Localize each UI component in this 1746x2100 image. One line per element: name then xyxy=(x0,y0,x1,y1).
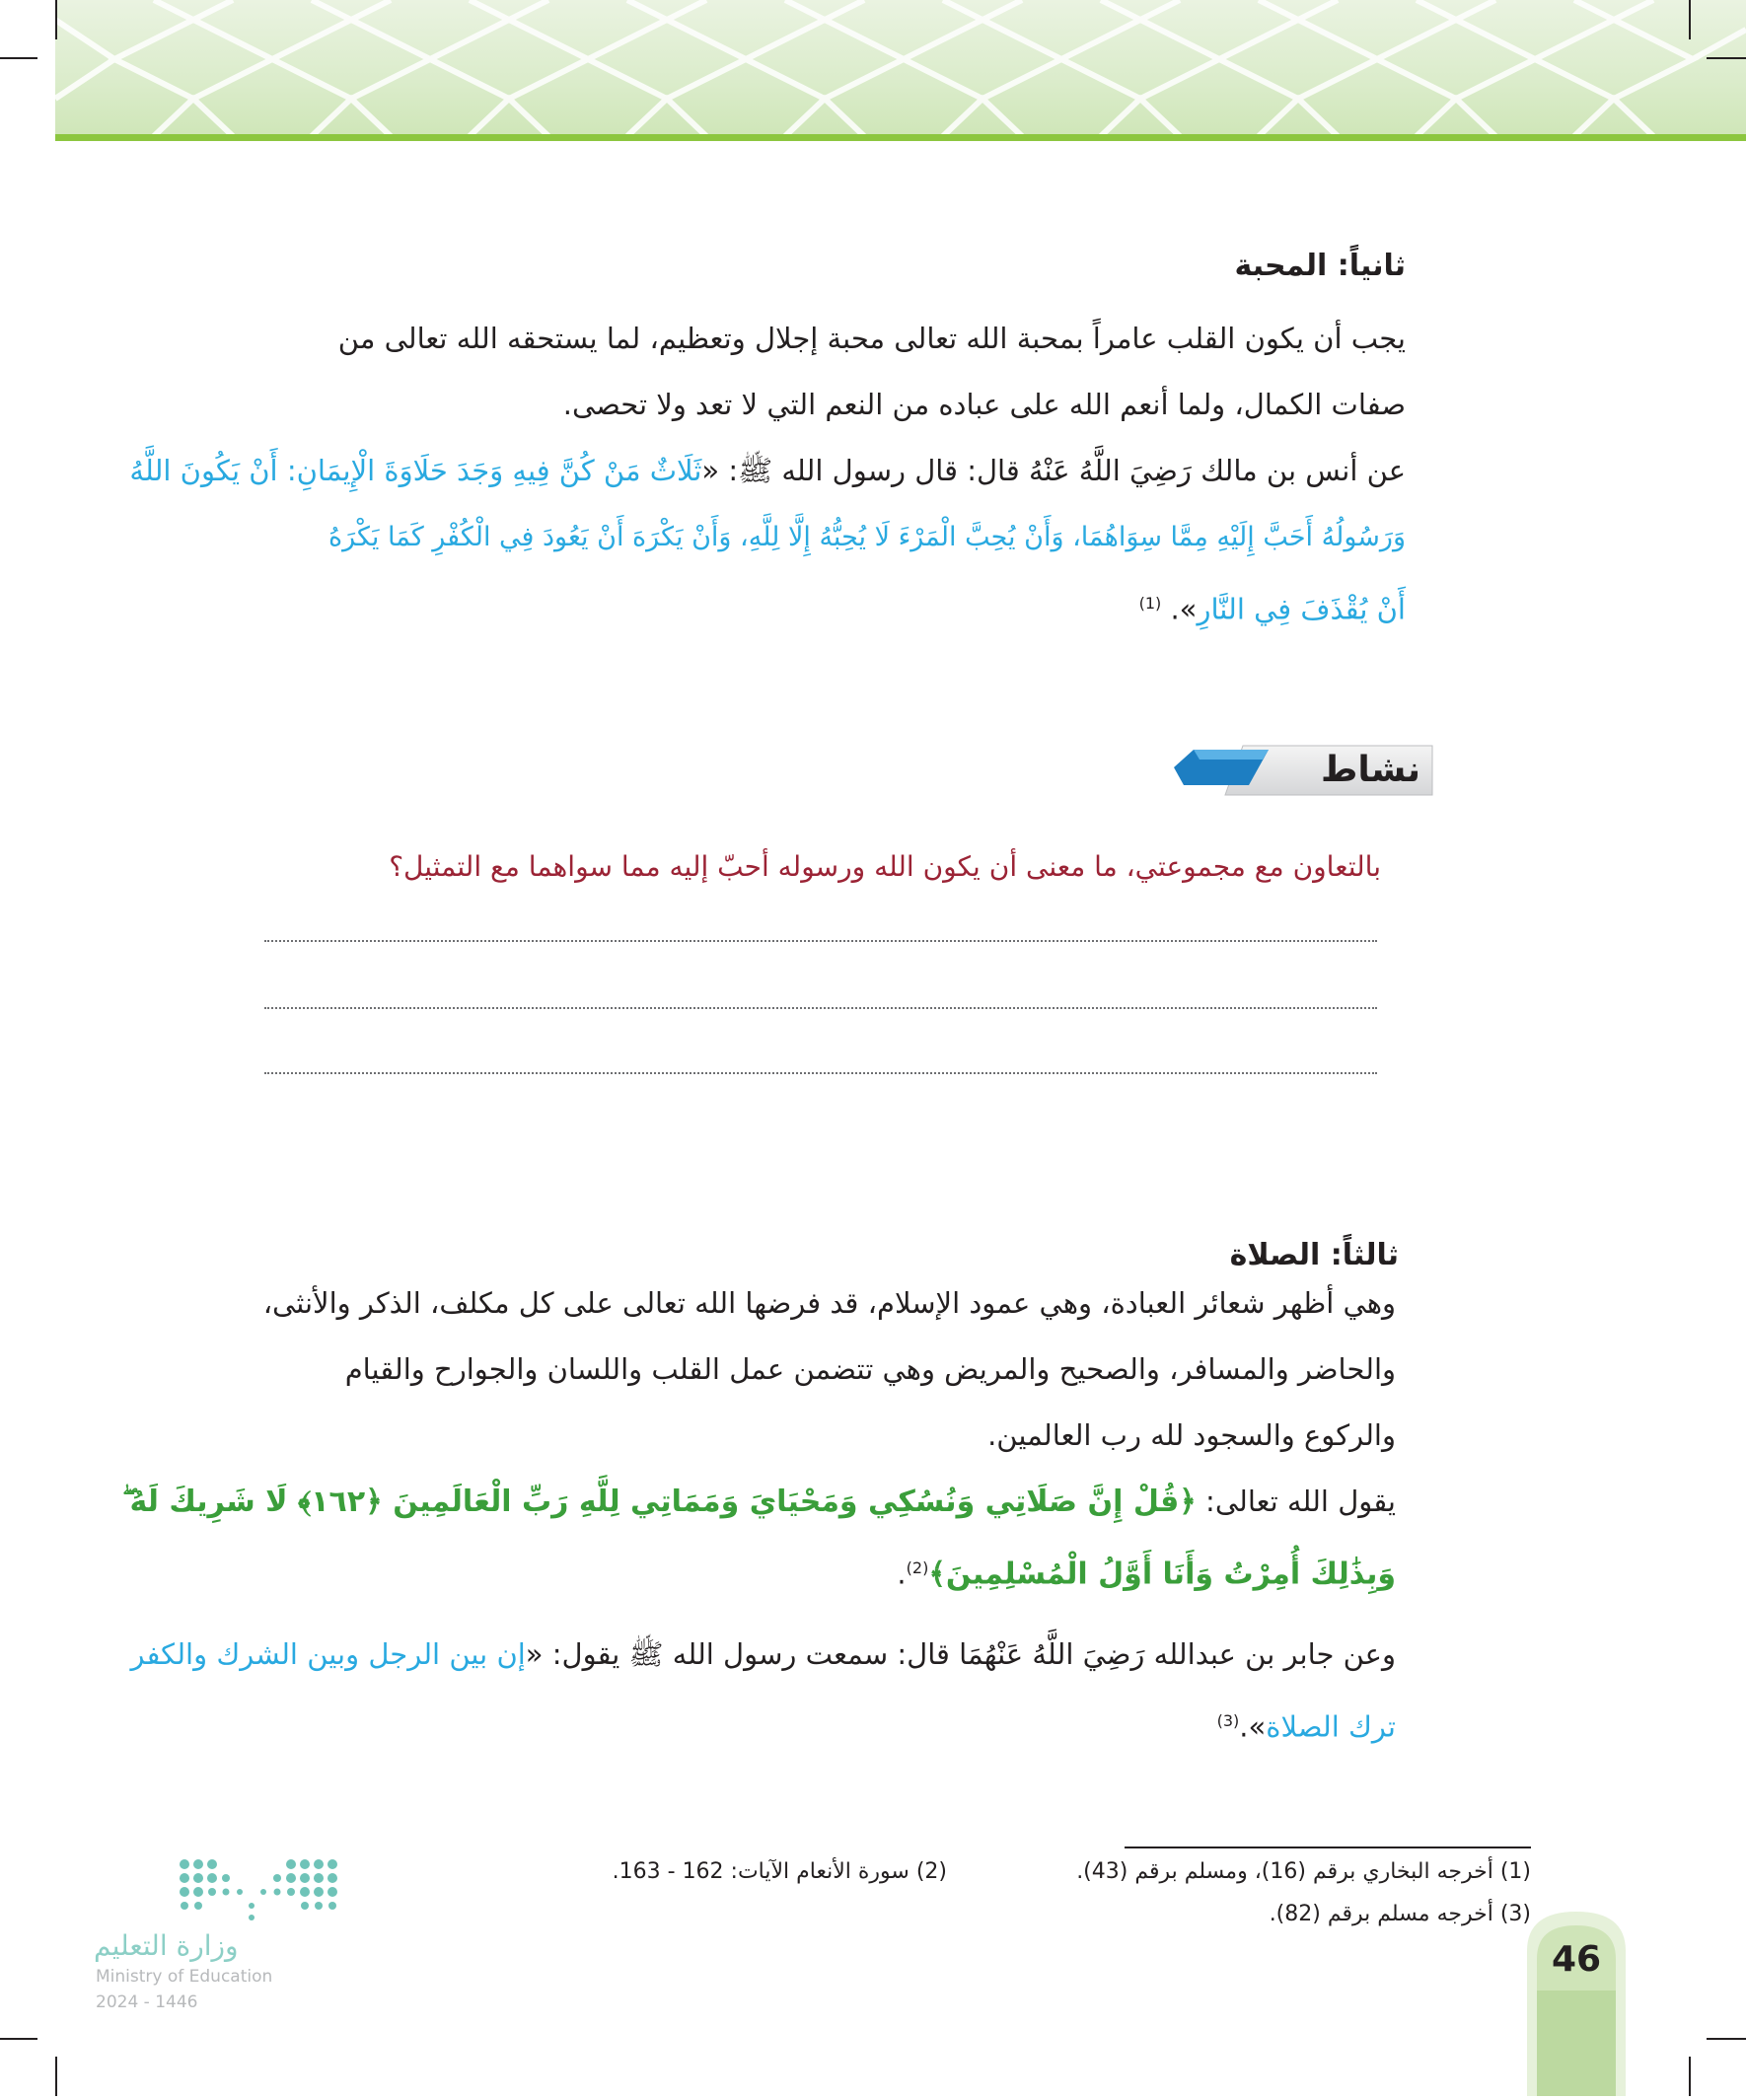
footnote-ref: (3) xyxy=(1216,1710,1240,1730)
jabir-close: ». xyxy=(1239,1709,1267,1744)
paragraph-line: وهي أظهر شعائر العبادة، وهي عمود الإسلام، قد فرضها الله تعالى على كل مكلف، الذكر والأنثى، xyxy=(262,1286,1396,1320)
section-heading-prayer: ثالثاً: الصلاة xyxy=(1229,1238,1399,1272)
header-pattern-band xyxy=(55,0,1746,136)
crop-mark xyxy=(1707,57,1746,59)
activity-question: بالتعاون مع مجموعتي، ما معنى أن يكون الله ورسوله أحبّ إليه مما سواهما مع التمثيل؟ xyxy=(389,850,1381,883)
ministry-arabic-name: وزارة التعليم xyxy=(94,1929,239,1962)
quran-verse: ﴿قُلْ إِنَّ صَلَاتِي وَنُسُكِي وَمَحْيَايَ وَمَمَاتِي لِلَّهِ رَبِّ الْعَالَمِينَ ﴿١٦٢﴾ لَا شَرِيكَ لَهُ ۖ xyxy=(121,1484,1197,1519)
ministry-logo xyxy=(94,1854,360,2022)
crop-mark xyxy=(1689,0,1691,39)
crop-mark xyxy=(1689,2057,1691,2096)
header-green-line xyxy=(55,134,1746,141)
jabir-hadith-line xyxy=(130,1622,1396,1688)
verse-end: . xyxy=(897,1557,907,1591)
ministry-year: 2024 - 1446 xyxy=(96,1992,198,2012)
page-number-tab xyxy=(1527,1912,1626,2096)
hadith-text-blue: ثَلَاثٌ مَنْ كُنَّ فِيهِ وَجَدَ حَلَاوَةَ الْإِيمَانِ: أَنْ يَكُونَ اللَّهُ xyxy=(129,454,702,487)
ministry-english-name: Ministry of Education xyxy=(96,1967,273,1987)
answer-line[interactable] xyxy=(264,1007,1377,1009)
activity-label: نشاط xyxy=(1320,750,1420,790)
crop-mark xyxy=(0,57,37,59)
hadith-line: وَرَسُولُهُ أَحَبَّ إِلَيْهِ مِمَّا سِوَاهُمَا، وَأَنْ يُحِبَّ الْمَرْءَ لَا يُحِبُّهُ إِلَّا لِلَّهِ، وَأَنْ يَكْرَهَ أَنْ يَعُودَ فِي الْكُفْرِ كَمَا يَكْرَهُ xyxy=(327,522,1406,552)
hadith-intro: عن أنس بن مالك رَضِيَ اللَّهُ عَنْهُ قال: قال رسول الله ﷺ: « xyxy=(701,454,1406,487)
answer-line[interactable] xyxy=(264,940,1377,942)
ministry-logo-dots xyxy=(94,1854,360,1933)
crop-mark xyxy=(55,0,57,39)
crop-mark xyxy=(55,2057,57,2096)
geometric-pattern xyxy=(55,0,1746,136)
footnote-ref: (2) xyxy=(906,1558,929,1577)
paragraph-line: والحاضر والمسافر، والصحيح والمريض وهي تتضمن عمل القلب واللسان والجوارح والقيام xyxy=(344,1352,1396,1386)
footnote-2: (2) سورة الأنعام الآيات: 162 - 163. xyxy=(612,1859,947,1884)
crop-mark xyxy=(1707,2038,1746,2040)
paragraph-line: صفات الكمال، ولما أنعم الله على عباده من النعم التي لا تعد ولا تحصى. xyxy=(562,388,1406,421)
quran-verse: وَبِذَٰلِكَ أُمِرْتُ وَأَنَا أَوَّلُ الْمُسْلِمِينَ﴾ xyxy=(928,1557,1396,1592)
hadith-line xyxy=(129,438,1406,504)
verse-line xyxy=(249,1535,1396,1608)
hadith-close: ». xyxy=(1170,592,1198,626)
footnote-separator xyxy=(1125,1847,1531,1848)
jabir-text-blue: ترك الصلاة xyxy=(1266,1709,1396,1744)
jabir-text-blue: إن بين الرجل وبين الشرك والكفر xyxy=(130,1636,526,1671)
paragraph-line: والركوع والسجود لله رب العالمين. xyxy=(987,1418,1396,1452)
footnote-ref: (1) xyxy=(1138,594,1162,613)
hadith-text-blue: أَنْ يُقْذَفَ فِي النَّارِ xyxy=(1197,592,1406,626)
footnote-3: (3) أخرجه مسلم برقم (82). xyxy=(1269,1902,1531,1926)
answer-line[interactable] xyxy=(264,1072,1377,1074)
jabir-hadith-line xyxy=(249,1688,1396,1761)
paragraph-love xyxy=(129,306,1406,643)
paragraph-line: يجب أن يكون القلب عامراً بمحبة الله تعالى محبة إجلال وتعظيم، لما يستحقه الله تعالى من xyxy=(337,322,1406,355)
hadith-line xyxy=(249,570,1406,643)
verse-line xyxy=(121,1469,1396,1535)
crop-mark xyxy=(0,2038,37,2040)
activity-banner xyxy=(1174,742,1435,799)
section-heading-love: ثانياً: المحبة xyxy=(1234,249,1406,283)
paragraph-prayer xyxy=(121,1270,1396,1760)
jabir-intro: وعن جابر بن عبدالله رَضِيَ اللَّهُ عَنْهُمَا قال: سمعت رسول الله ﷺ يقول: « xyxy=(525,1636,1396,1671)
page-number: 46 xyxy=(1551,1939,1602,1980)
verse-intro: يقول الله تعالى: xyxy=(1205,1484,1396,1518)
footnote-1: (1) أخرجه البخاري برقم (16)، ومسلم برقم (43). xyxy=(1076,1859,1531,1884)
